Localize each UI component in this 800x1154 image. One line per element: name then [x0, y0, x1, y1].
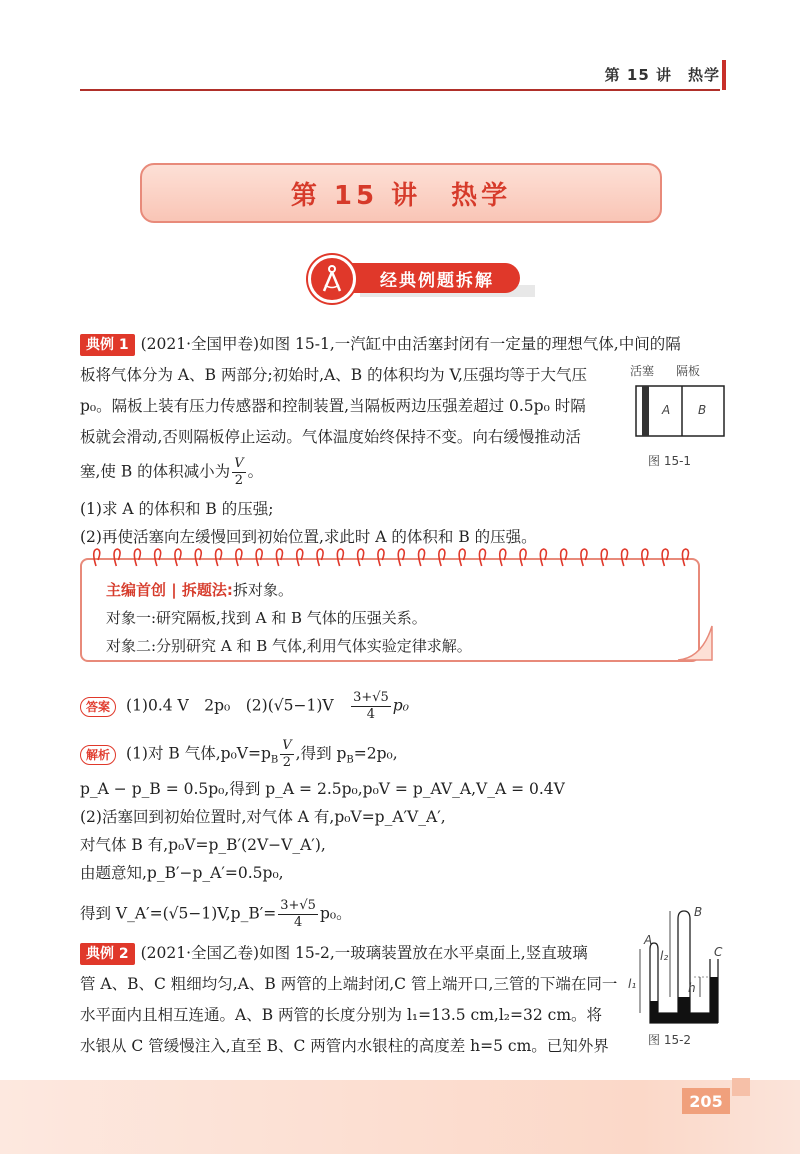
spiral-ring: [337, 549, 343, 566]
spiral-ring: [601, 549, 607, 566]
spiral-ring: [276, 549, 282, 566]
example1-text-4: 板就会滑动,否则隔板停止运动。气体温度始终保持不变。向右缓慢推动活: [80, 428, 581, 446]
spiral-ring: [236, 549, 242, 566]
spiral-ring: [439, 549, 445, 566]
chapter-title: 第 15 讲 热学: [290, 180, 512, 211]
spiral-ring: [479, 549, 485, 566]
analysis-frac-num: V: [282, 738, 292, 753]
analysis-6-frac-den: 4: [293, 915, 303, 930]
answer-fraction: [351, 690, 391, 723]
analysis-line-3: (2)活塞回到初始位置时,对气体 A 有,p₀V=p_A′V_A′,: [80, 808, 446, 826]
spiral-ring: [195, 549, 201, 566]
frac-num: V: [234, 456, 244, 471]
spiral-ring: [459, 549, 465, 566]
note-content: [106, 576, 686, 660]
note-title-rest: 拆对象。: [232, 581, 293, 599]
spiral-ring: [256, 549, 262, 566]
label-piston: 活塞: [630, 364, 655, 378]
header-accent-bar: [722, 60, 726, 90]
spiral-ring: [175, 549, 181, 566]
example1-text-5: [80, 456, 620, 489]
spiral-ring: [500, 549, 506, 566]
label-a: A: [662, 403, 671, 417]
chapter-title-banner: [140, 163, 662, 223]
spiral-ring: [94, 549, 100, 566]
spiral-ring: [134, 549, 140, 566]
answer-tag: 答案: [80, 697, 116, 717]
section-label: 经典例题拆解: [380, 270, 494, 291]
answer-frac-den: 4: [366, 707, 376, 722]
badge-pill: [330, 263, 520, 293]
note-line-1: 对象一:研究隔板,找到 A 和 B 气体的压强关系。: [106, 609, 427, 627]
analysis-frac-den: 2: [282, 755, 292, 770]
example1-text-2: 板将气体分为 A、B 两部分;初始时,A、B 的体积均为 V,压强均等于大气压: [80, 366, 587, 384]
spiral-rings: [88, 546, 698, 570]
page-number: 205: [682, 1088, 730, 1114]
compass-icon: [308, 255, 356, 303]
spiral-ring: [216, 549, 222, 566]
spiral-ring: [297, 549, 303, 566]
analysis-6-frac-num: 3+√5: [280, 898, 316, 913]
analysis-fraction: [280, 738, 293, 771]
figure-15-1: [620, 362, 730, 472]
figure-15-1-caption: 图 15-1: [648, 454, 692, 468]
example1-line1: [80, 329, 730, 360]
spiral-ring: [378, 549, 384, 566]
page-curl-icon: [672, 620, 716, 664]
answer-frac-num: 3+√5: [353, 690, 389, 705]
frac-den: 2: [234, 473, 244, 488]
example1-text-5a: 塞,使 B 的体积减小为: [80, 462, 231, 481]
spiral-ring: [662, 549, 668, 566]
page-number-decoration: [732, 1078, 750, 1096]
analysis-1b-sub: B: [346, 754, 354, 766]
spiral-ring: [419, 549, 425, 566]
spiral-ring: [155, 549, 161, 566]
spiral-ring: [561, 549, 567, 566]
spiral-ring: [581, 549, 587, 566]
answer-tail: p₀: [392, 696, 409, 715]
analysis-1-sub: B: [270, 754, 279, 766]
analysis-1b: ,得到 p: [295, 744, 347, 763]
note-title: 主编首创 | 拆题法:: [106, 581, 233, 599]
spiral-ring: [642, 549, 648, 566]
fig2-label-l1: l₁: [628, 977, 637, 991]
spiral-ring: [622, 549, 628, 566]
analysis-1c: =2p₀,: [353, 744, 398, 763]
analysis-line-1: [80, 738, 720, 776]
analysis-tag: 解析: [80, 745, 116, 765]
section-badge: [300, 255, 530, 303]
analysis-6a: 得到 V_A′=(√5−1)V,p_B′=: [80, 904, 277, 923]
example1-tag: 典例 1: [80, 334, 135, 356]
running-header: 第 15 讲 热学: [604, 66, 720, 84]
spiral-ring: [114, 549, 120, 566]
fig2-label-a: A: [644, 933, 653, 947]
example1-q2: (2)再使活塞向左缓慢回到初始位置,求此时 A 的体积和 B 的压强。: [80, 528, 537, 546]
header-rule: [80, 89, 720, 91]
example1-text-1: (2021·全国甲卷)如图 15-1,一汽缸中由活塞封闭有一定量的理想气体,中间的隔: [140, 335, 681, 353]
answer-line: [80, 690, 720, 723]
spiral-ring: [317, 549, 323, 566]
figure-15-2-caption: 图 15-2: [648, 1033, 692, 1047]
example1-text-5b: 。: [247, 462, 264, 481]
example2-text-2: 管 A、B、C 粗细均匀,A、B 两管的上端封闭,C 管上端开口,三管的下端在同一: [80, 975, 618, 993]
spiral-ring: [540, 549, 546, 566]
figure-15-2: [628, 905, 728, 1045]
fig2-label-l2: l₂: [660, 949, 669, 963]
example2-line1: [80, 938, 625, 969]
fig2-label-h: h: [688, 981, 696, 995]
analysis-line-4: 对气体 B 有,p₀V=p_B′(2V−V_A′),: [80, 836, 326, 854]
analysis-1a: (1)对 B 气体,p₀V=p: [126, 744, 271, 763]
example2-text-4: 水银从 C 管缓慢注入,直至 B、C 两管内水银柱的高度差 h=5 cm。已知外界: [80, 1037, 609, 1055]
example2-text-1: (2021·全国乙卷)如图 15-2,一玻璃装置放在水平桌面上,竖直玻璃: [140, 944, 588, 962]
analysis-6b: p₀。: [319, 904, 352, 923]
note-title-line: [106, 576, 686, 604]
answer-text: (1)0.4 V 2p₀ (2)(√5−1)V: [126, 696, 350, 715]
fig2-label-c: C: [714, 945, 723, 959]
analysis-line-2: p_A − p_B = 0.5p₀,得到 p_A = 2.5p₀,p₀V = p_AV_A,V_A = 0.4V: [80, 780, 565, 798]
fraction-v-over-2: [232, 456, 245, 489]
example1-text-3: p₀。隔板上装有压力传感器和控制装置,当隔板两边压强差超过 0.5p₀ 时隔: [80, 397, 586, 415]
label-plate: 隔板: [676, 364, 701, 378]
spiral-ring: [682, 549, 688, 566]
analysis-line-6: [80, 898, 620, 931]
note-line-2: 对象二:分别研究 A 和 B 气体,利用气体实验定律求解。: [106, 637, 472, 655]
spiral-ring: [398, 549, 404, 566]
spiral-ring: [520, 549, 526, 566]
example2-tag: 典例 2: [80, 943, 135, 965]
spiral-ring: [358, 549, 364, 566]
example2-text-3: 水平面内且相互连通。A、B 两管的长度分别为 l₁=13.5 cm,l₂=32 cm。将: [80, 1006, 603, 1024]
analysis-6-fraction: [278, 898, 318, 931]
analysis-line-5: 由题意知,p_B′−p_A′=0.5p₀,: [80, 864, 284, 882]
footer-band: [0, 1080, 800, 1154]
example1-q1: (1)求 A 的体积和 B 的压强;: [80, 500, 274, 518]
fig2-label-b: B: [694, 905, 703, 919]
label-b: B: [698, 403, 707, 417]
